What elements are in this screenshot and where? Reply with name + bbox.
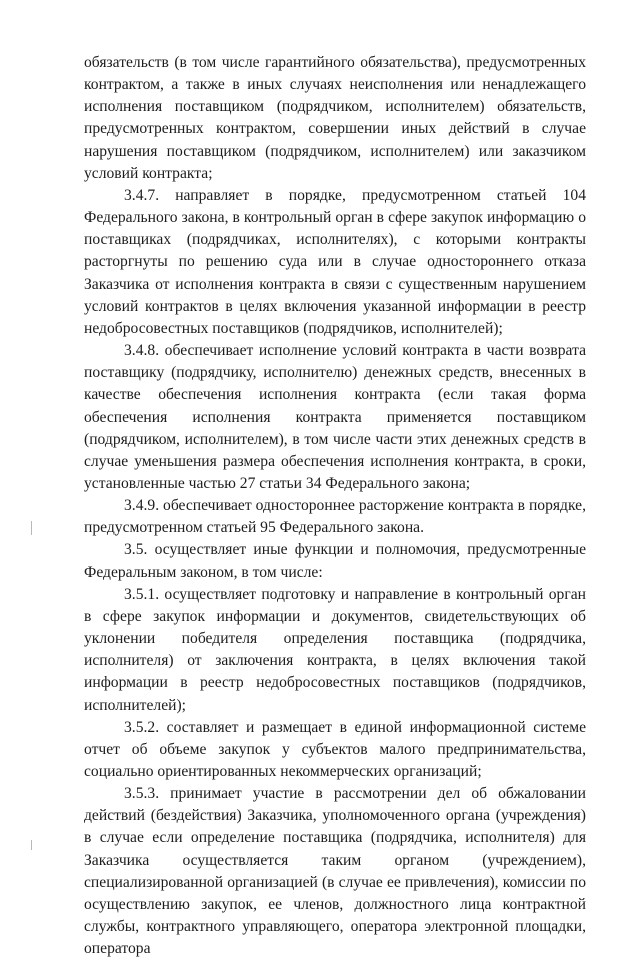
paragraph-3-5-2: 3.5.2. составляет и размещает в единой информационной системе отчет об объеме закупок у субъектов малого предпринимательства, социально ориентированных некоммерческих организаций; (84, 718, 586, 780)
margin-mark (31, 521, 32, 535)
paragraph-3-5-3: 3.5.3. принимает участие в рассмотрении дел об обжаловании действий (бездействия) Заказчика, уполномоченного органа (учреждения) в случае если определение поставщика (подрядчика, исполнителя) для Заказчика осуществляется таким органом (учреждением), специализированной организацией (в случае ее привлечения), комиссии по осуществлению закупок, ее членов, должностного лица контрактной службы, контрактного управляющего, оператора электронной площадки, оператора (84, 785, 586, 958)
paragraph-3-4-8: 3.4.8. обеспечивает исполнение условий контракта в части возврата поставщику (подрядчику, исполнителю) денежных средств, внесенных в качестве обеспечения исполнения контракта (если такая форма обеспечения исполнения контракта применяется поставщиком (подрядчиком, исполнителем), в том числе части этих денежных средств в случае уменьшения размера обеспечения исполнения контракта, в сроки, установленные частью 27 статьи 34 Федерального закона; (84, 342, 586, 492)
document-body (84, 52, 586, 960)
paragraph-3-4-7: 3.4.7. направляет в порядке, предусмотренном статьей 104 Федерального закона, в контрольный орган в сфере закупок информацию о поставщиках (подрядчиках, исполнителях), с которыми контракты расторгнуты по решению суда или в случае одностороннего отказа Заказчика от исполнения контракта в связи с существенным нарушением условий контрактов в целях включения указанной информации в реестр недобросовестных поставщиков (подрядчиков, исполнителей); (84, 186, 586, 337)
paragraph-continuation: обязательств (в том числе гарантийного обязательства), предусмотренных контрактом, а также в иных случаях неисполнения или ненадлежащего исполнения поставщиком (подрядчиком, исполнителем) обязательств, предусмотренных контрактом, совершении иных действий в случае нарушения поставщиком (подрядчиком, исполнителем) или заказчиком условий контракта; (84, 54, 586, 182)
paragraph-3-5-1: 3.5.1. осуществляет подготовку и направление в контрольный орган в сфере закупок информации и документов, свидетельствующих об уклонении победителя определения поставщика (подрядчика, исполнителя) от заключения контракта, в целях включения такой информации в реестр недобросовестных поставщиков (подрядчиков, исполнителей); (84, 585, 586, 714)
paragraph-3-5: 3.5. осуществляет иные функции и полномочия, предусмотренные Федеральным законом, в том числе: (84, 541, 586, 581)
margin-mark (31, 840, 32, 850)
paragraph-3-4-9: 3.4.9. обеспечивает одностороннее расторжение контракта в порядке, предусмотренном статьей 95 Федерального закона. (84, 497, 586, 537)
